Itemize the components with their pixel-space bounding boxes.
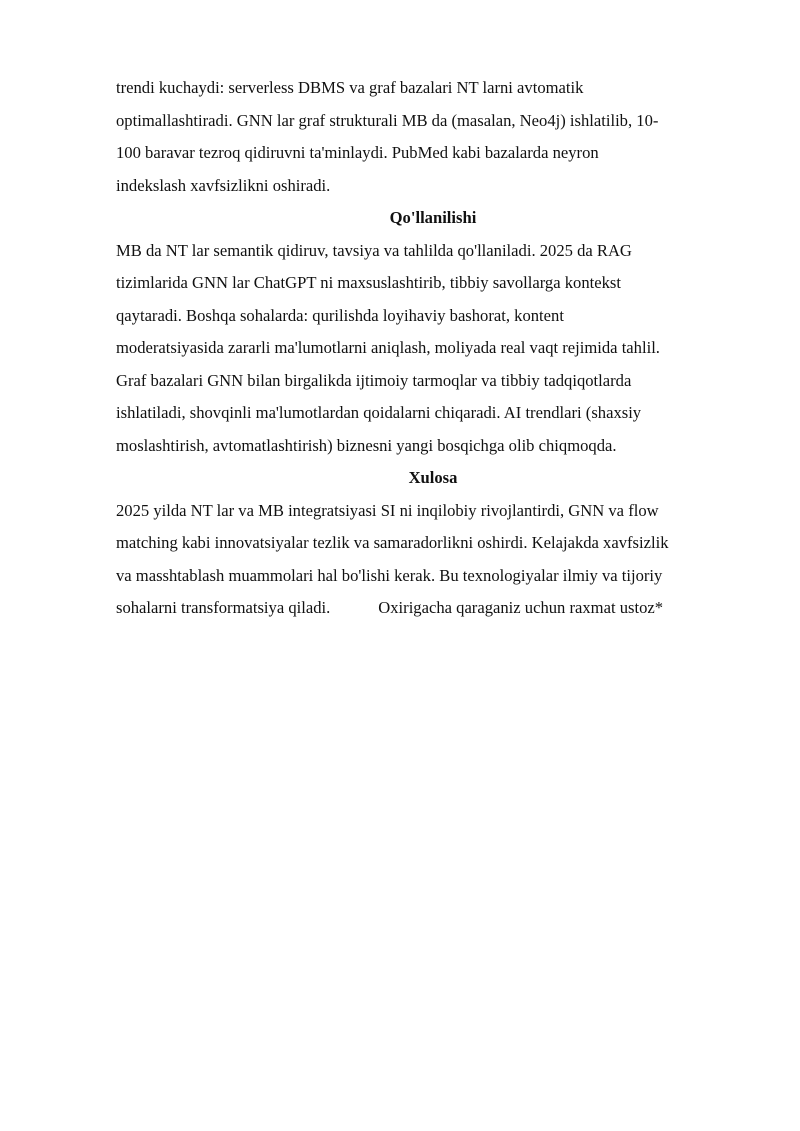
intro-paragraph: trendi kuchaydi: serverless DBMS va graf bazalari NT larni avtomatik optimallashtiradi. GNN lar graf strukturali MB da (masalan, Neo4j) ishlatilib, 10- 100 baravar tezroq qidiruvni ta'minlaydi. PubMed kabi bazalarda neyron indekslash xavfsizlikni oshiradi. bbox=[116, 78, 659, 195]
conclusion-text: 2025 yilda NT lar va MB integratsiyasi SI ni inqilobiy rivojlantirdi, GNN va flow matching kabi innovatsiyalar tezlik va samaradorlikni oshirdi. Kelajakda xavfsizlik va masshtablash muammolari hal bo'lishi kerak. Bu texnologiyalar ilmiy va tijoriy sohalarni transformatsiya qiladi. bbox=[116, 500, 669, 617]
document-page bbox=[116, 72, 746, 625]
closing-note: Oxirigacha qaraganiz uchun raxmat ustoz* bbox=[378, 598, 664, 617]
section-body-application: MB da NT lar semantik qidiruv, tavsiya va tahlilda qo'llaniladi. 2025 da RAG tizimlarida GNN lar ChatGPT ni maxsuslashtirib, tibbiy savollarga kontekst qaytaradi. Boshqa sohalarda: qurilishda loyihaviy bashorat, kontent moderatsiyasida zararli ma'lumotlarni aniqlash, moliyada real vaqt rejimida tahlil. Graf bazalari GNN bilan birgalikda ijtimoiy tarmoqlar va tibbiy tadqiqotlarda ishlatiladi, shovqinli ma'lumotlardan qoidalarni chiqaradi. AI trendlari (shaxsiy moslashtirish, avtomatlashtirish) biznesni yangi bosqichga olib chiqmoqda. bbox=[116, 240, 660, 455]
section-heading-application: Qo'llanilishi bbox=[389, 208, 477, 227]
section-heading-conclusion: Xulosa bbox=[408, 468, 458, 487]
section-body-conclusion bbox=[116, 495, 746, 625]
